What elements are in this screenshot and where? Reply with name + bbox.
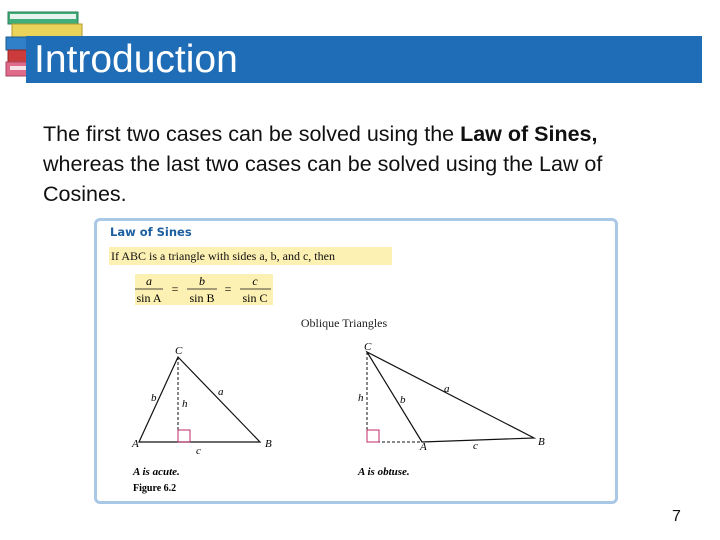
acute-side-b: b [151,392,157,404]
body-paragraph [43,119,683,209]
slide-title: Introduction [34,38,238,81]
formula-den-c: sin C [242,291,268,305]
oblique-title: Oblique Triangles [300,316,388,330]
obtuse-caption: A is obtuse. [358,466,410,478]
obtuse-triangle [357,341,545,478]
body-text-bold: Law of Sines, [460,122,598,146]
law-title: Law of Sines [110,225,192,239]
acute-height-label: h [182,398,188,410]
acute-side-a: a [218,386,224,398]
page-number: 7 [672,508,681,525]
formula-den-a: sin A [136,291,162,305]
formula-den-b: sin B [189,291,215,305]
sine-formula [135,274,271,305]
body-text-part2: whereas the last two cases can be solved using the Law of Cosines. [43,152,603,206]
figure-drawing [97,221,615,501]
acute-triangle-outline [139,357,260,442]
obtuse-vertex-a: A [420,441,427,453]
acute-vertex-b: B [265,438,272,450]
figure-label: Figure 6.2 [133,483,177,494]
formula-equals: = [224,282,232,296]
law-of-sines-figure [94,218,618,504]
law-statement: If ABC is a triangle with sides a, b, and c, then [111,249,335,263]
obtuse-height-label: h [358,392,364,404]
title-bar [26,36,702,83]
obtuse-triangle-outline [367,352,534,442]
body-text-part1: The first two cases can be solved using the [43,122,461,146]
acute-side-c: c [196,445,201,457]
acute-triangle [131,345,272,494]
formula-num-c: c [252,274,258,288]
obtuse-side-c: c [473,440,478,452]
obtuse-vertex-b: B [538,436,545,448]
formula-num-b: b [199,274,205,288]
right-angle-marker [367,430,379,442]
formula-num-a: a [146,274,152,288]
acute-caption: A is acute. [133,466,180,478]
right-angle-marker [178,430,190,442]
acute-vertex-a: A [132,438,139,450]
formula-equals: = [171,282,179,296]
acute-vertex-c: C [175,345,183,357]
obtuse-side-a: a [444,383,450,395]
obtuse-side-b: b [400,394,406,406]
obtuse-vertex-c: C [364,341,372,353]
